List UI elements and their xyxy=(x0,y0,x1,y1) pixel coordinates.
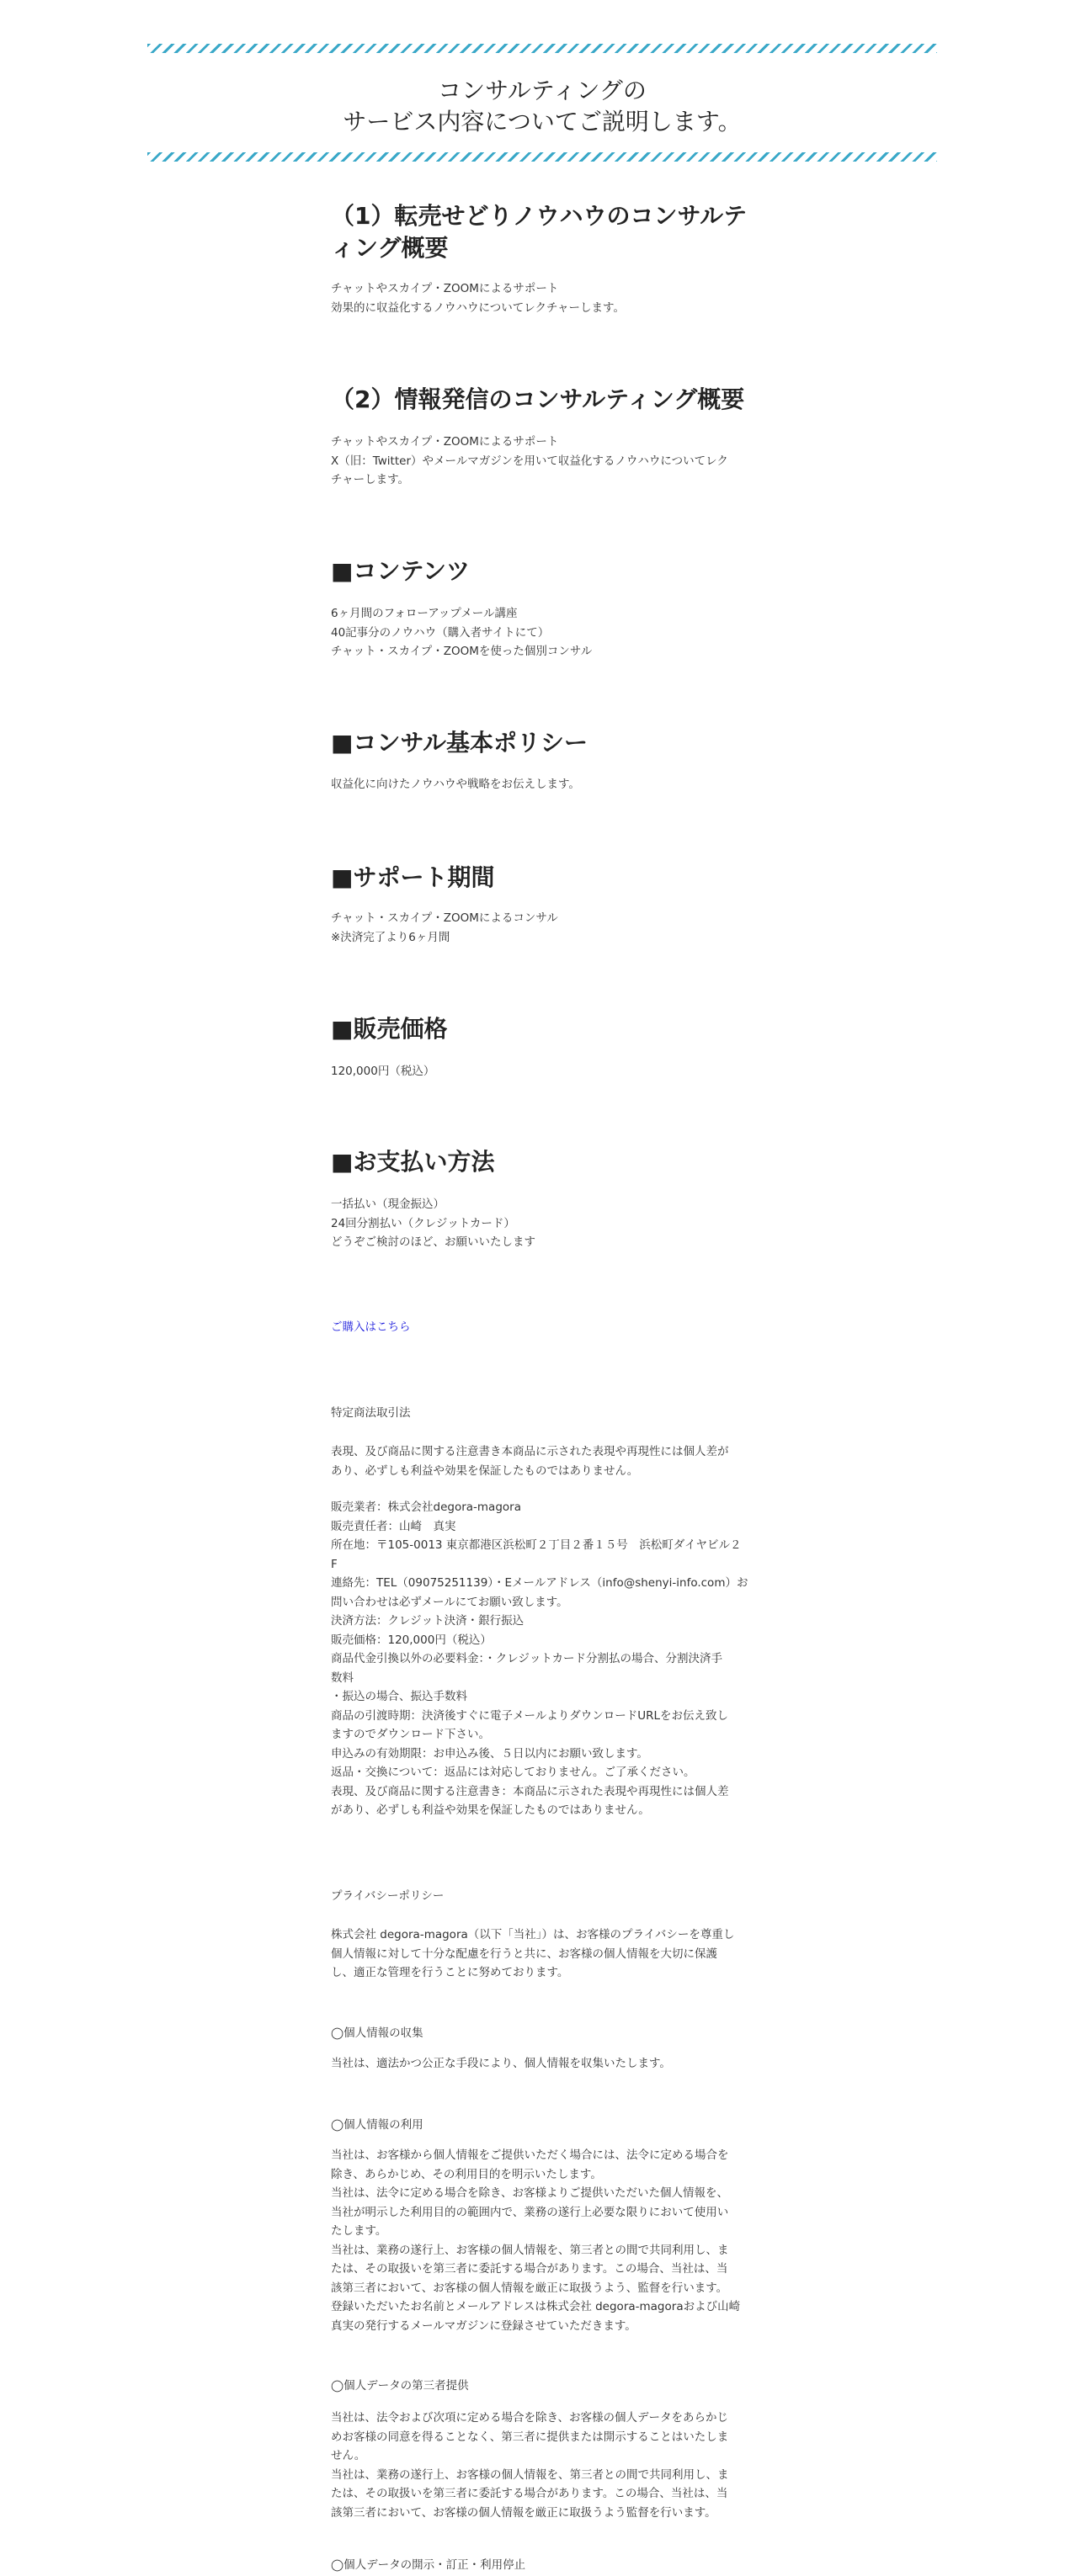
decorative-stripe-top xyxy=(147,44,937,53)
section-body-support-period: チャット・スカイプ・ZOOMによるコンサル ※決済完了より6ヶ月間 xyxy=(331,911,558,944)
privacy-third-party-heading: ◯個人データの第三者提供 xyxy=(331,2379,469,2393)
section-body-contents: 6ヶ月間のフォローアップメール講座 40記事分のノウハウ（購入者サイトにて） チャット・スカイプ・ZOOMを使った個別コンサル xyxy=(331,607,593,658)
decorative-stripe-bottom xyxy=(147,152,937,162)
section-body-payment: 一括払い（現金振込） 24回分割払い（クレジットカード） どうぞご検討のほど、お願いいたします xyxy=(331,1198,535,1249)
section-body-policy: 収益化に向けたノウハウや戦略をお伝えします。 xyxy=(331,778,580,791)
section-body-resale-consulting: チャットやスカイプ・ZOOMによるサポート 効果的に収益化するノウハウについてレクチャーします。 xyxy=(331,282,625,315)
privacy-collection-heading: ◯個人情報の収集 xyxy=(331,2026,423,2040)
section-heading-info-consulting: （2）情報発信のコンサルティング概要 xyxy=(331,385,745,413)
tokushoho-notice: 表現、及び商品に関する注意書き本商品に示された表現や再現性には個人差が あり、必ずしも利益や効果を保証したものではありません。 xyxy=(331,1445,729,1478)
privacy-intro: 株式会社 degora-magora（以下「当社」）は、お客様のプライバシーを尊重し 個人情報に対して十分な配慮を行うと共に、お客様の個人情報を大切に保護 し、適正な管理を行うことに努めております。 xyxy=(331,1928,735,1979)
tokushoho-details: 販売業者：株式会社degora-magora 販売責任者：山崎 真実 所在地：〒105-0013 東京都港区浜松町２丁目２番１５号 浜松町ダイヤビル２ F 連絡先：TEL（09075251139）・Eメールアドレス（info@shenyi-info.com）お 問い合わせは必ずメールにてお願い致します。 決済方法：クレジット決済・銀行振込 販売価格：120,000円（税込） 商品代金引換以外の必要料金：・クレジットカード分割払の場合、分割決済手 数料 ・振込の場合、振込手数料 商品の引渡時期：決済後すぐに電子メールよりダウンロードURLをお伝え致し ますのでダウンロード下さい。 申込みの有効期限：お申込み後、５日以内にお願い致します。 返品・交換について：返品には対応しておりません。ご了承ください。 表現、及び商品に関する注意書き：本商品に示された表現や再現性には個人差 があり、必ずしも利益や効果を保証したものではありません。 xyxy=(331,1500,748,1817)
page-header xyxy=(147,44,937,162)
section-heading-support-period: ■サポート期間 xyxy=(331,863,495,891)
page-title: コンサルティングの サービス内容についてご説明します。 xyxy=(343,77,742,135)
privacy-disclosure-heading: ◯個人データの開示・訂正・利用停止 xyxy=(331,2558,526,2572)
privacy-collection-body: 当社は、適法かつ公正な手段により、個人情報を収集いたします。 xyxy=(331,2057,671,2070)
section-body-info-consulting: チャットやスカイプ・ZOOMによるサポート X（旧：Twitter）やメールマガジンを用いて収益化するノウハウについてレク チャーします。 xyxy=(331,435,728,486)
section-heading-policy: ■コンサル基本ポリシー xyxy=(331,729,588,757)
privacy-title: プライバシーポリシー xyxy=(331,1889,445,1903)
tokushoho-title: 特定商法取引法 xyxy=(331,1406,411,1420)
privacy-usage-heading: ◯個人情報の利用 xyxy=(331,2118,423,2132)
privacy-usage-body: 当社は、お客様から個人情報をご提供いただく場合には、法令に定める場合を 除き、あらかじめ、その利用目的を明示いたします。 当社は、法令に定める場合を除き、お客様よりご提供いただいた個人情報を、 当社が明示した利用目的の範囲内で、業務の遂行上必要な限りにおいて使用い たします。 当社は、業務の遂行上、お客様の個人情報を、第三者との間で共同利用し、ま たは、その取扱いを第三者に委託する場合があります。この場合、当社は、当 該第三者において、お客様の個人情報を厳正に取扱うよう、監督を行います。 登録いただいたお名前とメールアドレスは株式会社 degora-magoraおよび山崎 真実の発行するメールマガジンに登録させていただきます。 xyxy=(331,2148,741,2333)
section-heading-resale-consulting: （1）転売せどりノウハウのコンサルテ ィング概要 xyxy=(331,202,748,262)
section-heading-contents: ■コンテンツ xyxy=(331,557,471,585)
section-body-price: 120,000円（税込） xyxy=(331,1065,435,1078)
purchase-link[interactable]: ご購入はこちら xyxy=(331,1320,411,1334)
privacy-third-party-body: 当社は、法令および次項に定める場合を除き、お客様の個人データをあらかじ めお客様の同意を得ることなく、第三者に提供または開示することはいたしま せん。 当社は、業務の遂行上、お客様の個人情報を、第三者との間で共同利用し、ま たは、その取扱いを第三者に委託する場合があります。この場合、当社は、当 該第三者において、お客様の個人情報を厳正に取扱うよう監督を行います。 xyxy=(331,2411,729,2520)
section-heading-payment: ■お支払い方法 xyxy=(331,1148,495,1176)
section-heading-price: ■販売価格 xyxy=(331,1015,448,1043)
